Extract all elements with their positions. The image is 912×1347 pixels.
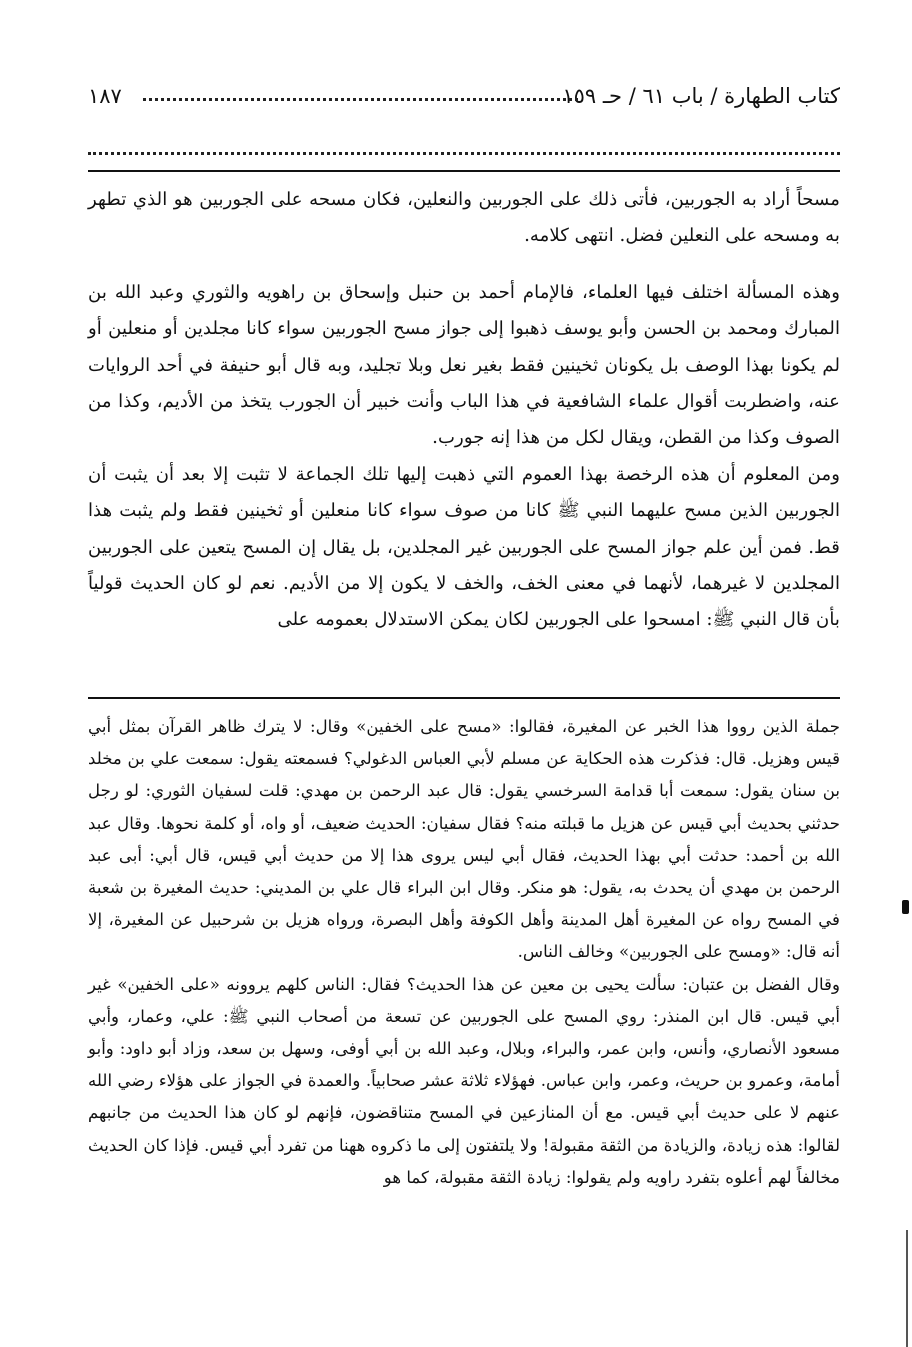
scan-edge-line <box>906 1230 908 1347</box>
footnote-paragraph: جملة الذين رووا هذا الخبر عن المغيرة، فقالوا: «مسح على الخفين» وقال: لا يترك ظاهر القرآن بمثل أبي قيس وهزيل. قال: فذكرت هذه الحكاية عن مسلم لأبي العباس الدغولي؟ فسمعته يقول: سمعت علي بن مخلد بن سنان يقول: سمعت أبا قدامة السرخسي يقول: قال عبد الرحمن بن مهدي: قلت لسفيان الثوري: لو رجل حدثني بحديث أبي قيس عن هزيل ما قبلته منه؟ فقال سفيان: الحديث ضعيف، أو واه، أو كلمة نحوها. وقال عبد الله بن أحمد: حدثت أبي بهذا الحديث، فقال أبي ليس يروى هذا إلا من حديث أبي قيس، قال أبي: أبى عبد الرحمن بن مهدي أن يحدث به، يقول: هو منكر. وقال ابن البراء قال علي بن المديني: حديث المغيرة بن شعبة في المسح رواه عن المغيرة أهل المدينة وأهل الكوفة وأهل البصرة، ورواه هزيل بن شرحبيل عن المغيرة، إلا أنه قال: «ومسح على الجوربين» وخالف الناس. <box>88 717 840 962</box>
main-text <box>88 182 840 639</box>
header-rule <box>88 170 840 172</box>
main-paragraph: وهذه المسألة اختلف فيها العلماء، فالإمام أحمد بن حنبل وإسحاق بن راهويه والثوري وعبد الله بن المبارك ومحمد بن الحسن وأبو يوسف ذهبوا إلى جواز مسح الجوربين سواء كانا مجلدين أو منعلين أو لم يكونا بهذا الوصف بل يكونان ثخينين فقط بغير نعل وبلا تجليد، وبه قال أبو حنيفة في أحد الروايات عنه، واضطربت أقوال علماء الشافعية في هذا الباب وأنت خبير أن الجورب يتخذ من الأديم، وكذا من الصوف وكذا من القطن، ويقال لكل من هذا إنه جورب. <box>88 281 840 449</box>
footnote-text <box>88 711 840 1194</box>
page-number: ١٨٧ <box>88 84 122 108</box>
running-title: كتاب الطهارة / باب ٦١ / حـ ١٥٩ <box>562 84 840 108</box>
running-header <box>88 78 840 114</box>
dotted-separator <box>88 152 840 155</box>
footnote-rule <box>88 697 840 699</box>
footnote-paragraph: وقال الفضل بن عتبان: سألت يحيى بن معين عن هذا الحديث؟ فقال: الناس كلهم يروونه «على الخفين» غير أبي قيس. قال ابن المنذر: روي المسح على الجوربين عن تسعة من أصحاب النبي ﷺ: علي، وعمار، وأبي مسعود الأنصاري، وأنس، وابن عمر، والبراء، وبلال، وعبد الله بن أبي أوفى، وسهل بن سعد، وزاد أبو داود: وأبو أمامة، وعمرو بن حريث، وعمر، وابن عباس. فهؤلاء ثلاثة عشر صحابياً. والعمدة في الجواز على هؤلاء رضي الله عنهم لا على حديث أبي قيس. مع أن المنازعين في المسح متناقضون، فإنهم لو كان هذا الحديث من جانبهم لقالوا: هذه زيادة، والزيادة من الثقة مقبولة! ولا يلتفتون إلى ما ذكروه ههنا من تفرد أبي قيس. فإذا كان الحديث مخالفاً لهم أعلوه بتفرد راويه ولم يقولوا: زيادة الثقة مقبولة، كما هو <box>88 974 840 1187</box>
main-paragraph: مسحاً أراد به الجوربين، فأتى ذلك على الجوربين والنعلين، فكان مسحه على الجوربين هو الذي تطهر به ومسحه على النعلين فضل. انتهى كلامه. <box>88 189 840 247</box>
main-paragraph: ومن المعلوم أن هذه الرخصة بهذا العموم التي ذهبت إليها تلك الجماعة لا تثبت إلا بعد أن يثبت أن الجوربين الذين مسح عليهما النبي ﷺ كانا من صوف سواء كانا منعلين أو ثخينين فقط ولم يثبت هذا قط. فمن أين علم جواز المسح على الجوربين غير المجلدين، بل يقال إن المسح يتعين على الجوربين المجلدين لا غيرهما، لأنهما في معنى الخف، والخف لا يكون إلا من الأديم. نعم لو كان الحديث قولياً بأن قال النبي ﷺ: امسحوا على الجوربين لكان يمكن الاستدلال بعمومه على <box>88 463 840 631</box>
scan-edge-mark <box>902 900 909 914</box>
dotted-leader <box>143 98 578 101</box>
